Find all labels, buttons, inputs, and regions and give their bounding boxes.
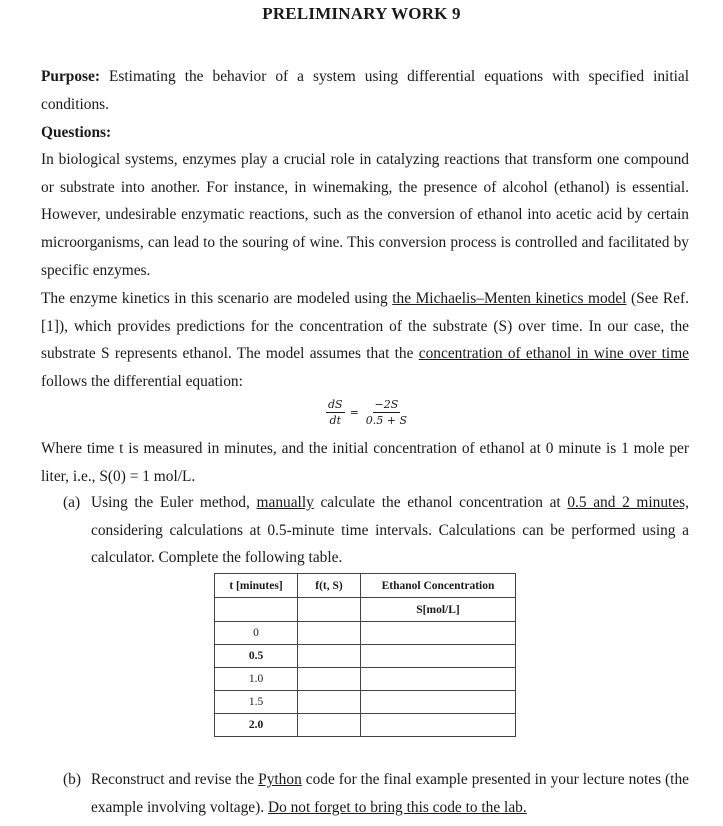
table-header-row bbox=[215, 574, 516, 598]
header-f: f(t, S) bbox=[298, 574, 361, 598]
cell-f[interactable] bbox=[298, 714, 361, 737]
kinetics-text-3: follows the differential equation: bbox=[41, 373, 243, 391]
cell-s[interactable] bbox=[361, 622, 516, 645]
part-a-text-3: considering calculations at 0.5-minute time intervals. Calculations can be performed using a calculator. Complete the following table. bbox=[91, 521, 689, 567]
table-row bbox=[215, 622, 516, 645]
header-concentration: Ethanol Concentration bbox=[361, 574, 516, 598]
kinetics-text-2: (See Ref. [1]), which provides predictions for the concentration of the substrate (S) over time. In our case, the substrate S represents ethanol. The model assumes that the bbox=[41, 290, 689, 363]
rhs-numerator: −2S bbox=[374, 398, 399, 411]
cell-t: 2.0 bbox=[215, 714, 298, 737]
part-b-text-2: code for the final example presented in your lecture notes (the example involving voltage). bbox=[91, 771, 689, 816]
concentration-over-time-phrase: concentration of ethanol in wine over time bbox=[418, 345, 689, 363]
part-b-text-1: Reconstruct and revise the bbox=[91, 771, 259, 788]
part-a-text bbox=[91, 489, 689, 572]
table-row bbox=[215, 668, 516, 691]
michaelis-menten-link: the Michaelis–Menten kinetics model bbox=[392, 290, 627, 307]
paragraph-initial-condition: Where time t is measured in minutes, and the initial concentration of ethanol at 0 minute is 1 mole per liter, i.e., S(0) = 1 mol/L. bbox=[41, 440, 689, 485]
lhs-denominator: dt bbox=[329, 414, 342, 427]
bring-code-reminder: Do not forget to bring this code to the lab. bbox=[267, 798, 527, 816]
table-row bbox=[215, 645, 516, 668]
equals-sign: = bbox=[349, 406, 359, 419]
cell-t: 1.0 bbox=[215, 668, 298, 691]
python-phrase: Python bbox=[258, 771, 302, 788]
cell-s[interactable] bbox=[361, 668, 516, 691]
cell-t: 0.5 bbox=[215, 645, 298, 668]
paragraph-enzymes: In biological systems, enzymes play a crucial role in catalyzing reactions that transform one compound or substrate into another. For instance, in winemaking, the presence of alcohol (ethanol) is essential. However, undesirable enzymatic reactions, such as the conversion of ethanol into acetic acid by certain microorganisms, can lead to the souring of wine. This conversion process is controlled and facilitated by specific enzymes. bbox=[41, 151, 689, 279]
differential-equation bbox=[326, 398, 409, 427]
cell-f[interactable] bbox=[298, 622, 361, 645]
euler-table bbox=[214, 573, 516, 737]
time-points-phrase: 0.5 and 2 minutes, bbox=[567, 494, 690, 511]
part-b-text bbox=[91, 766, 689, 821]
part-a-label: (a) bbox=[63, 494, 81, 511]
table-row bbox=[215, 714, 516, 737]
page-title: PRELIMINARY WORK 9 bbox=[262, 4, 461, 23]
rhs-fraction bbox=[364, 398, 409, 427]
part-a-text-2: calculate the ethanol concentration at bbox=[313, 494, 568, 511]
table-subheader-row bbox=[215, 598, 516, 622]
lhs-numerator: dS bbox=[328, 398, 343, 411]
purpose-label: Purpose: bbox=[41, 68, 100, 85]
questions-label: Questions: bbox=[41, 124, 112, 141]
purpose-paragraph bbox=[41, 63, 689, 118]
lhs-fraction bbox=[326, 398, 345, 427]
cell-s[interactable] bbox=[361, 645, 516, 668]
manually-phrase: manually bbox=[256, 494, 314, 511]
cell-t: 1.5 bbox=[215, 691, 298, 714]
paragraph-kinetics bbox=[41, 285, 689, 396]
cell-f[interactable] bbox=[298, 691, 361, 714]
subheader-empty bbox=[298, 598, 361, 622]
cell-s[interactable] bbox=[361, 714, 516, 737]
cell-f[interactable] bbox=[298, 668, 361, 691]
header-t: t [minutes] bbox=[215, 574, 298, 598]
header-units: S[mol/L] bbox=[361, 598, 516, 622]
table-row bbox=[215, 691, 516, 714]
kinetics-text-1: The enzyme kinetics in this scenario are modeled using bbox=[41, 290, 393, 307]
cell-t: 0 bbox=[215, 622, 298, 645]
part-a-text-1: Using the Euler method, bbox=[91, 494, 257, 511]
subheader-empty bbox=[215, 598, 298, 622]
cell-s[interactable] bbox=[361, 691, 516, 714]
rhs-denominator: 0.5 + S bbox=[365, 414, 408, 427]
part-b-label: (b) bbox=[63, 771, 81, 788]
questions-heading bbox=[41, 119, 689, 147]
cell-f[interactable] bbox=[298, 645, 361, 668]
purpose-text: Estimating the behavior of a system using differential equations with specified initial conditions. bbox=[41, 68, 689, 113]
